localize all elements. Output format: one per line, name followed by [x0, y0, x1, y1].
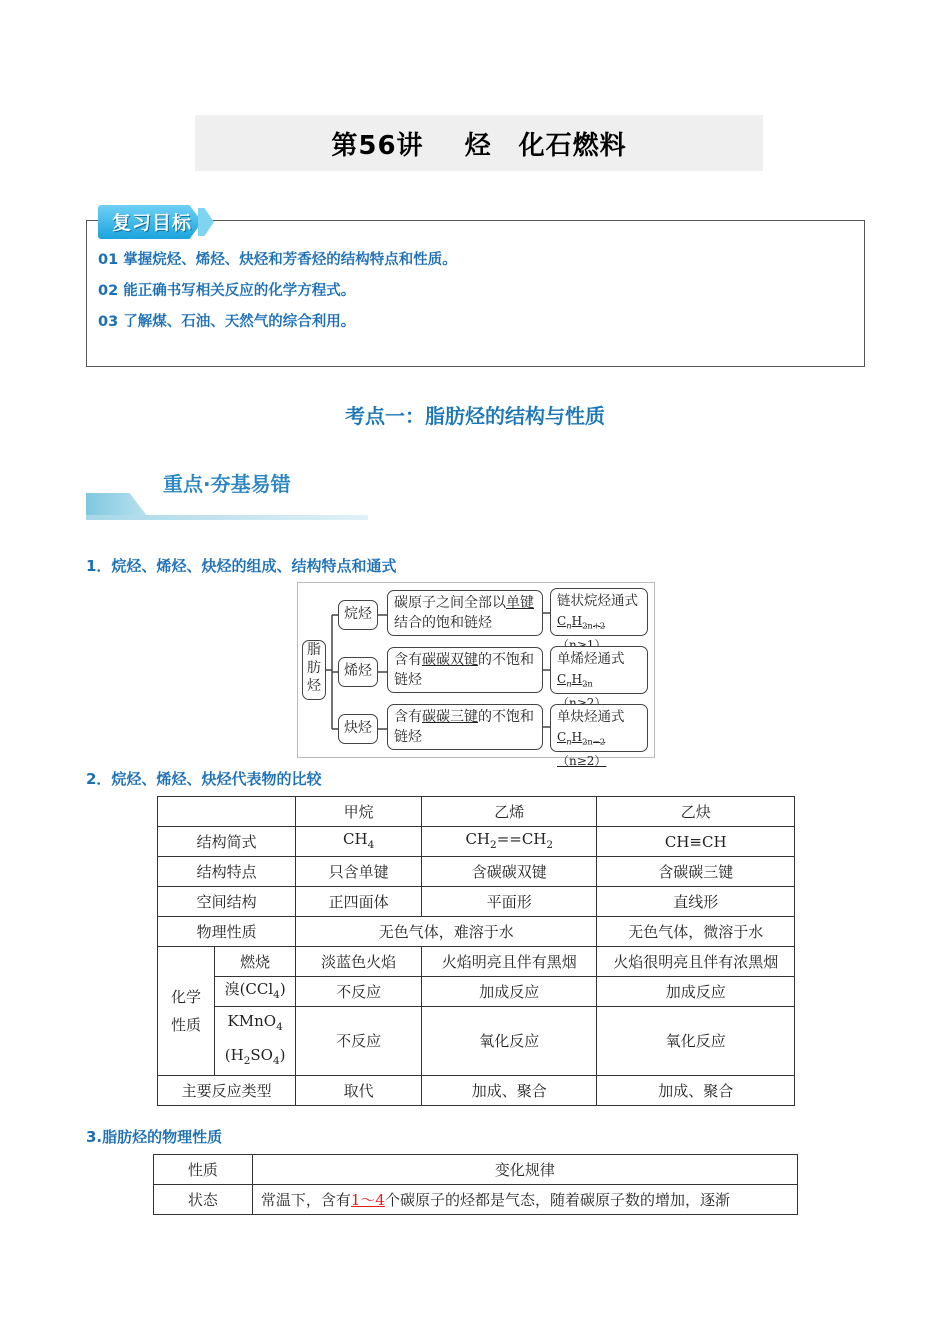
formula-title: 单烯烃通式: [557, 651, 625, 667]
table-row: [158, 947, 795, 977]
table-cell: [158, 797, 296, 827]
diagram-formula-alkyne: [550, 704, 648, 769]
table-cell: 加成、聚合: [422, 1076, 597, 1106]
table-cell: CH≡CH: [597, 827, 795, 857]
sub-banner-bar: [86, 493, 148, 517]
review-goals-label: 复习目标: [112, 212, 193, 234]
table-row: [154, 1155, 798, 1185]
table-cell: [252, 1185, 797, 1215]
table-cell: 加成、聚合: [597, 1076, 795, 1106]
table-cell: 淡蓝色火焰: [296, 947, 422, 977]
kmno4-label: KMnO$_4$: [227, 1012, 283, 1033]
row-label: 结构特点: [158, 857, 296, 887]
row-label: [215, 1007, 296, 1076]
comparison-table: [157, 796, 795, 1106]
formula-title: 单炔烃通式: [557, 709, 625, 725]
tag-arrow-icon: [198, 208, 214, 236]
page-title: 第56讲 烃 化石燃料: [331, 130, 627, 161]
diagram-desc-alkane: [387, 590, 543, 636]
diagram-root-node: 脂肪烃: [302, 640, 326, 700]
sub-banner-label: 重点·夯基易错: [163, 472, 291, 496]
desc-text: 含有: [394, 709, 422, 725]
formula-text: $C_nH_{2n+2}$: [557, 614, 606, 631]
diagram-kind-alkane: 烷烃: [338, 600, 378, 630]
table-cell: 取代: [296, 1076, 422, 1106]
table-row: [154, 1185, 798, 1215]
table-cell: 含碳碳三键: [597, 857, 795, 887]
table-header-cell: 乙炔: [597, 797, 795, 827]
h2so4-label: $(H_2SO_4)$: [224, 1046, 286, 1067]
chem-label: 化学性质: [171, 988, 202, 1034]
table-cell: 氧化反应: [422, 1007, 597, 1076]
table-row: [158, 977, 795, 1007]
sub-banner: [86, 460, 368, 522]
desc-text: 碳原子之间全部以: [394, 595, 506, 611]
row-label: 空间结构: [158, 887, 296, 917]
table-row: [158, 827, 795, 857]
table-cell: 正四面体: [296, 887, 422, 917]
table-row: [158, 797, 795, 827]
desc-text: 的不饱和链烃: [394, 652, 534, 688]
table-header-cell: 乙烯: [422, 797, 597, 827]
table-cell: 平面形: [422, 887, 597, 917]
state-highlight: 1～4: [350, 1190, 385, 1209]
row-label: 物理性质: [158, 917, 296, 947]
formula-text: $C_nH_{2n}$: [557, 672, 593, 689]
diagram-desc-alkene: [387, 647, 543, 693]
row-label-chem: [158, 947, 215, 1076]
diagram-desc-alkyne: [387, 704, 543, 750]
table-cell: 火焰明亮且伴有黑烟: [422, 947, 597, 977]
desc-underline: 单键: [506, 595, 534, 611]
table-cell: $CH_2==CH_2$: [422, 827, 597, 857]
table-cell: 加成反应: [597, 977, 795, 1007]
table-row: [158, 887, 795, 917]
desc-text: 结合的饱和链烃: [394, 615, 492, 631]
table-header-cell: 性质: [154, 1155, 253, 1185]
goal-item-3: 03 了解煤、石油、天然气的综合利用。: [98, 314, 356, 330]
table-cell: 无色气体，难溶于水: [296, 917, 597, 947]
diagram-kind-alkyne: 炔烃: [338, 714, 378, 744]
bromine-label: 溴(CCl$_4$): [224, 979, 286, 1001]
table-row: [158, 917, 795, 947]
review-goals-tag: [98, 205, 218, 239]
sub-banner-line: [86, 515, 368, 520]
desc-underline: 碳碳三键: [422, 709, 478, 725]
desc-text: 含有: [394, 652, 422, 668]
row-label: 燃烧: [215, 947, 296, 977]
table-cell: 直线形: [597, 887, 795, 917]
hydrocarbon-diagram: [297, 582, 655, 769]
desc-underline: 碳碳双键: [422, 652, 478, 668]
desc-text: 的不饱和链烃: [394, 709, 534, 745]
table-cell: 无色气体，微溶于水: [597, 917, 795, 947]
table-header-cell: 变化规律: [252, 1155, 797, 1185]
heading-2: 2．烷烃、烯烃、炔烃代表物的比较: [86, 770, 322, 788]
physical-properties-table: [153, 1154, 798, 1215]
state-text: 常温下，含有: [260, 1190, 351, 1209]
table-cell: 加成反应: [422, 977, 597, 1007]
table-cell: 不反应: [296, 977, 422, 1007]
table-header-cell: 甲烷: [296, 797, 422, 827]
row-label: 状态: [154, 1185, 253, 1215]
title-banner: [195, 115, 763, 171]
heading-1: 1．烷烃、烯烃、炔烃的组成、结构特点和通式: [86, 557, 397, 575]
table-row: [158, 1007, 795, 1076]
row-label: [215, 977, 296, 1007]
table-cell: $CH_4$: [296, 827, 422, 857]
table-cell: 氧化反应: [597, 1007, 795, 1076]
diagram-formula-alkane: [550, 588, 648, 636]
heading-3: 3.脂肪烃的物理性质: [86, 1128, 223, 1146]
table-cell: 火焰很明亮且伴有浓黑烟: [597, 947, 795, 977]
section-title: 考点一：脂肪烃的结构与性质: [345, 404, 605, 428]
formula-text: $C_nH_{2n-2}(n\ge 2)$: [557, 730, 607, 769]
goal-item-1: 01 掌握烷烃、烯烃、炔烃和芳香烃的结构特点和性质。: [98, 252, 457, 268]
formula-title: 链状烷烃通式: [557, 593, 638, 609]
state-text: 个碳原子的烃都是气态，随着碳原子数的增加，逐渐: [384, 1190, 730, 1209]
diagram-kind-alkene: 烯烃: [338, 657, 378, 687]
goal-item-2: 02 能正确书写相关反应的化学方程式。: [98, 283, 356, 299]
diagram-formula-alkene: [550, 646, 648, 694]
table-cell: 不反应: [296, 1007, 422, 1076]
row-label: 主要反应类型: [158, 1076, 296, 1106]
table-row: [158, 857, 795, 887]
table-cell: 只含单键: [296, 857, 422, 887]
table-cell: 含碳碳双键: [422, 857, 597, 887]
row-label: 结构简式: [158, 827, 296, 857]
table-row: [158, 1076, 795, 1106]
